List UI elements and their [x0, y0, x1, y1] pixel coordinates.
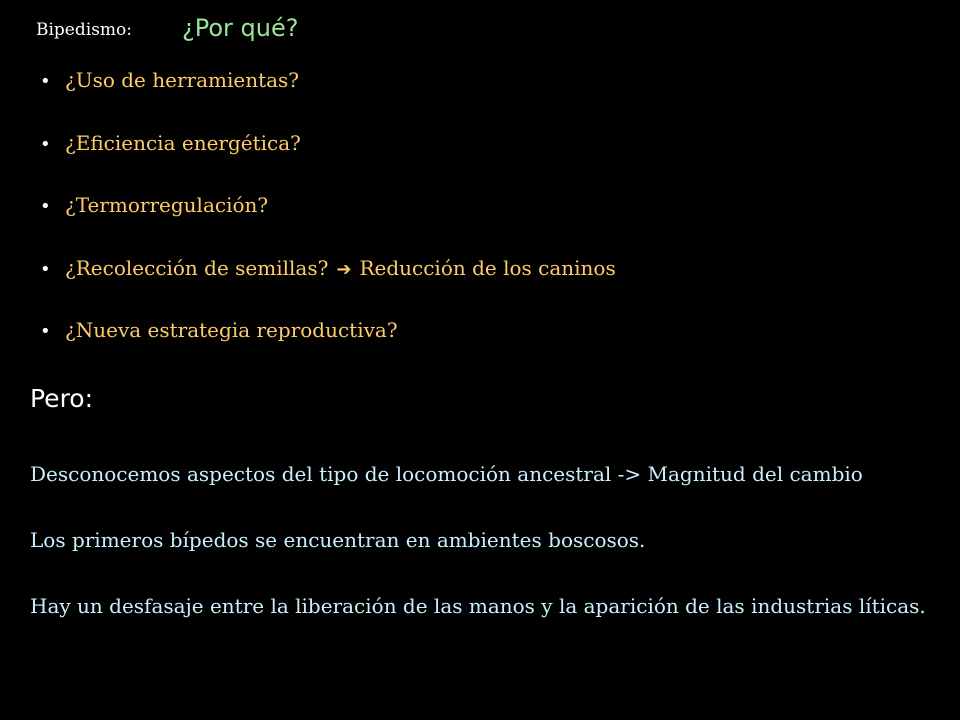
bullet-text-with-arrow [65, 256, 616, 280]
bullet-text: ¿Nueva estrategia reproductiva? [65, 318, 398, 342]
bullet-dot-icon: • [40, 71, 51, 92]
bullet-text: ¿Eficiencia energética? [65, 130, 301, 155]
slide-topic: Bipedismo: [36, 20, 132, 40]
bullet-dot-icon: • [40, 196, 51, 217]
section-heading: Pero: [30, 384, 94, 413]
bullet-dot-icon: • [40, 133, 51, 155]
bullet-dot-icon: • [40, 321, 51, 342]
bullet-text: ¿Uso de herramientas? [65, 68, 300, 92]
bullet-dot-icon: • [40, 258, 51, 280]
arrow-right-icon: ➔ [336, 258, 352, 280]
slide-title: ¿Por qué? [182, 14, 299, 42]
bullet-extra-text: Reducción de los caninos [359, 255, 616, 280]
bullet-text: ¿Termorregulación? [65, 193, 269, 217]
paragraph-locomotion: Desconocemos aspectos del tipo de locomoción ancestral -> Magnitud del cambio [30, 462, 863, 486]
bullet-text: ¿Recolección de semillas? [65, 255, 329, 280]
paragraph-hands-industries: Hay un desfasaje entre la liberación de las manos y la aparición de las industrias líticas. [30, 594, 926, 618]
paragraph-environments: Los primeros bípedos se encuentran en ambientes boscosos. [30, 528, 646, 552]
